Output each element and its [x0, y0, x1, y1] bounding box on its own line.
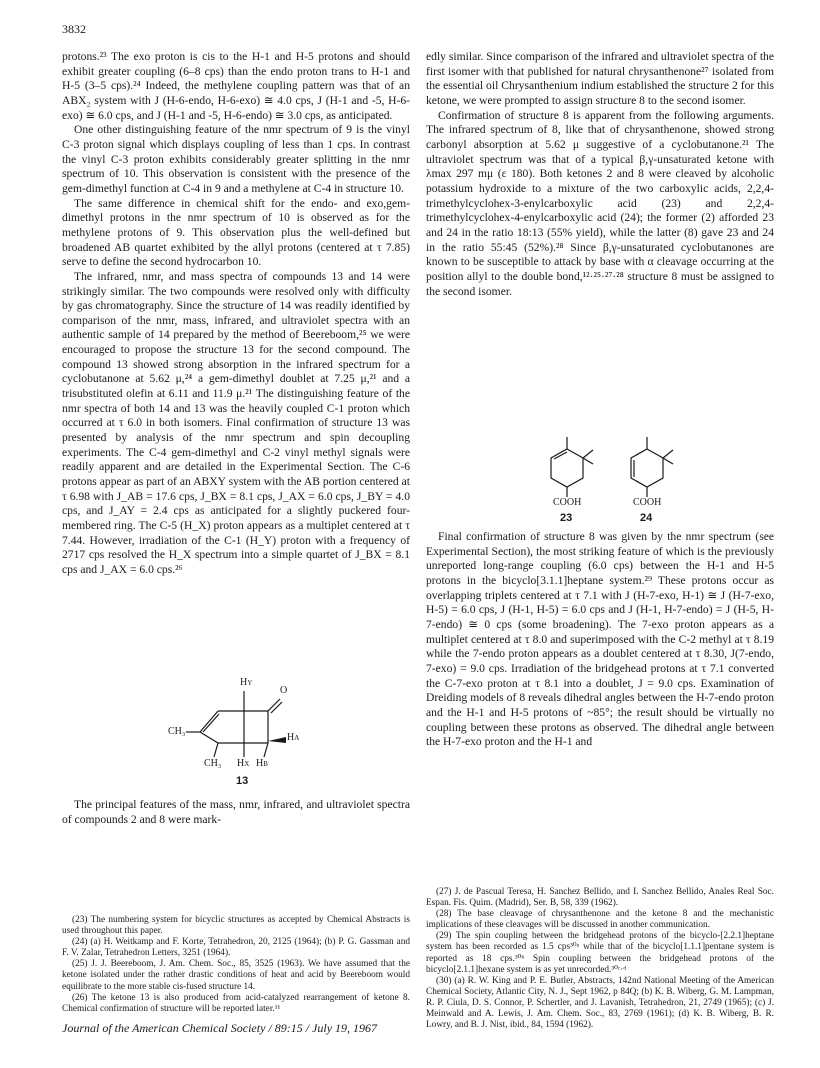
structure-13 — [170, 677, 320, 787]
footnote: (24) (a) H. Weitkamp and F. Korte, Tetrahedron, 20, 2125 (1964); (b) P. G. Gassman and F. V. Zalar, Tetrahedron Letters, 3251 (1964). — [62, 937, 410, 959]
footnote: (23) The numbering system for bicyclic structures as accepted by Chemical Abstracts is used throughout this paper. — [62, 915, 410, 937]
footnote: (27) J. de Pascual Teresa, H. Sanchez Bellido, and I. Sanchez Bellido, Anales Real Soc. Espan. Fis. Quim. (Madrid), Ser. B, 58, 339 (1962). — [426, 887, 774, 909]
right-column-after-structure — [426, 530, 774, 750]
compound-label: 13 — [236, 775, 249, 787]
left-column-after-structure — [62, 798, 410, 827]
structures-23-24 — [545, 435, 695, 523]
atom-label: CH₃ — [168, 726, 186, 737]
atom-label: CH₃ — [204, 758, 222, 769]
atom-label: HX — [237, 758, 250, 769]
compound-label: 23 — [560, 512, 573, 524]
footnote: (30) (a) R. W. King and P. E. Butler, Abstracts, 142nd National Meeting of the American Chemical Society, Atlantic City, N. J., Sept 1962, p 84Q; (b) K. B. Wiberg, G. M. Lampman, R. P. Ciula, D. S. Connor, P. Schertler, and J. Lavanish, Tetrahedron, 21, 2749 (1965); (c) J. Meinwald and A. Lewis, J. Am. Chem. Soc., 83, 2769 (1961); (d) K. B. Wiberg, B. R. Lowry, and B. J. Nist, ibid., 84, 1594 (1962). — [426, 975, 774, 1031]
atom-label: COOH — [553, 497, 582, 508]
paragraph: edly similar. Since comparison of the infrared and ultraviolet spectra of the first isomer with that published for natural chrysanthenone²⁷ isolated from the essential oil Chrysanthenium indium established the structure 2 for this ketone, we were prompted to assign structure 8 to the second isomer. — [426, 50, 774, 107]
paragraph: Confirmation of structure 8 is apparent from the following arguments. The infrared spectrum of 8, like that of chrysanthenone, showed strong carbonyl absorption at 5.62 μ suggestive of a cyclobutanone.²¹ The ultraviolet spectrum was that of a typical β,γ-unsaturated ketone with λmax 297 mμ (ε 180). Both ketones 2 and 8 were cleaved by alcoholic potassium hydroxide to a mixture of the two carboxylic acids, 2,2,4-trimethylcyclohex-3-enylcarboxylic acid (23) and 2,2,4-trimethylcyclohex-4-enylcarboxylic acid (24); the former (2) afforded 23 and 24 in the ratio 18:13 (55% yield), while the latter (8) gave 23 and 24 in the ratio 55:45 (52%).²⁸ Since β,γ-unsaturated cyclobutanones are known to be susceptible to attack by base with α cleavage occurring at the position allyl to the double bond,¹²·²⁵·²⁷·²⁸ structure 8 must be assigned to the second isomer. — [426, 108, 774, 298]
compound-label: 24 — [640, 512, 653, 524]
paragraph: The infrared, nmr, and mass spectra of compounds 13 and 14 were strikingly similar. The two compounds were resolved only with difficulty by gas chromatography. Since the structure of 14 was readily identified by comparison of the nmr, mass, infrared, and ultraviolet spectra with an authentic sample of 14 prepared by the method of Beereboom,²⁵ we were encouraged to propose the structure 13 for the second compound. The compound 13 showed strong absorption in the infrared spectrum for a cyclobutanone at 5.62 μ,²⁴ a gem-dimethyl doublet at 7.25 μ,²¹ and a trisubstituted olefin at 6.11 and 11.9 μ.²¹ The distinguishing feature of the nmr spectra of both 14 and 13 was the heavily coupled C-1 proton which occurred at τ 6.0 in both isomers. Final confirmation of structure 13 was presented by analysis of the nmr spectrum and spin decoupling experiments. The C-4 gem-dimethyl and C-2 vinyl methyl signals were readily apparent and are detailed in the Experimental Section. The C-6 protons appear as part of an ABXY system with the AB portion centered at τ 6.98 with J_AB = 17.6 cps, J_BX = 8.1 cps, J_AX = 6.0 cps, J_BY = 4.0 cps, and J_AY = 2.4 cps as anticipated for a slightly puckered four-membered ring. The C-5 (H_X) proton appears as a multiplet centered at τ 7.44. However, irradiation of the C-1 (H_Y) proton with a frequency of 2717 cps resolved the H_X spectrum into a simple quartet of J_BX = 8.1 cps and J_AX = 6.0 cps.²⁶ — [62, 269, 410, 576]
right-footnotes — [426, 887, 774, 1031]
paragraph: One other distinguishing feature of the nmr spectrum of 9 is the vinyl C-3 proton signal which displays coupling of less than 1 cps. In contrast the vinyl C-3 proton exhibits considerably greater splitting in the nmr spectrum of 10. This observation is consistent with the presence of the gem-dimethyl function at C-4 in 9 and a methylene at C-4 in structure 10. — [62, 123, 410, 195]
page-number: 3832 — [62, 22, 86, 36]
paragraph: Final confirmation of structure 8 was given by the nmr spectrum (see Experimental Section), the most striking feature of which is the previously unreported long-range coupling (6.0 cps) between the H-1 and H-5 protons in the bicyclo[3.1.1]heptane system.²⁹ These protons occur as overlapping triplets centered at τ 7.1 with J (H-7-exo, H-1) ≅ J (H-7-exo, H-5) = 6.0 cps, J (H-1, H-5) = 6.0 cps and J (H-1, H-7-endo) = J (H-5, H-7-endo) ≅ 0 cps (some broadening). The 7-exo proton appears as a multiplet centered at τ 8.0 and superimposed with the C-2 methyl at τ 8.19 while the 7-endo proton appears as a doublet centered at τ 8.30, J(7-endo, 7-exo) = 9.0 cps. Irradiation of the bridgehead protons at τ 7.1 converted the C-7-exo proton at τ 8.1 into a doublet, J = 9.0 cps. Examination of Dreiding models of 8 reveals dihedral angles between the H-7-endo proton and the H-1 and H-5 protons of ~85°; the result should be virtually no coupling between these protons as observed. The dihedral angle between the H-7-exo proton and the H-1 and — [426, 530, 774, 749]
atom-label: HB — [256, 758, 268, 769]
paragraph: The same difference in chemical shift for the endo- and exo,gem-dimethyl protons in the nmr spectrum of 10 is observed as for the methylene protons of 9. This observation plus the well-defined but broadened AB quartet exhibited by the allyl protons (centered at τ 7.85) serve to define the second hydrocarbon 10. — [62, 196, 410, 269]
paragraph: The principal features of the mass, nmr, infrared, and ultraviolet spectra of compounds 2 and 8 were mark- — [62, 798, 410, 826]
left-footnotes — [62, 915, 410, 1015]
atom-label: HA — [287, 732, 300, 743]
structures-23-24-drawing — [545, 435, 695, 523]
atom-label: O — [280, 685, 288, 696]
right-column — [426, 50, 774, 299]
footnote: (25) J. J. Beereboom, J. Am. Chem. Soc., 85, 3525 (1963). We have assumed that the ketone isolated under the rather drastic conditions of heat and acid by Beereboom would equilibrate to the more stable cis-fused structure 14. — [62, 959, 410, 992]
atom-label: COOH — [633, 497, 662, 508]
paragraph: protons.²³ The exo proton is cis to the H-1 and H-5 protons and should exhibit greater coupling (6–8 cps) than the endo proton trans to H-1 and H-5 (3–5 cps).²⁴ Indeed, the methylene coupling pattern was that of an ABX₂ system with J (H-6-endo, H-6-exo) ≅ 4.0 cps, J (H-1 and -5, H-6-exo) ≅ 6.0 cps, and J (H-1 and -5, H-6-endo) ≅ 3.0 cps, as anticipated. — [62, 50, 410, 122]
footnote: (29) The spin coupling between the bridgehead protons of the bicyclo-[2.2.1]heptane system has been recorded as 1.5 cps³⁰ᵃ while that of the bicyclo[1.1.1]pentane system is reported as 18 cps.³⁰ᵇ Spin coupling between the bridgehead protons of the bicyclo[2.1.1]hexane system is as yet unrecorded.³⁰ᶜ·ᵈ — [426, 931, 774, 975]
atom-label: HY — [240, 677, 253, 688]
journal-footer: Journal of the American Chemical Society / 89:15 / July 19, 1967 — [62, 1021, 378, 1035]
footnote: (28) The base cleavage of chrysanthenone and the ketone 8 and the mechanistic implications of these cleavages will be discussed in another communication. — [426, 909, 774, 931]
footnote: (26) The ketone 13 is also produced from acid-catalyzed rearrangement of ketone 8. Chemical confirmation of structure will be reported later.¹¹ — [62, 992, 410, 1014]
left-column — [62, 50, 410, 578]
